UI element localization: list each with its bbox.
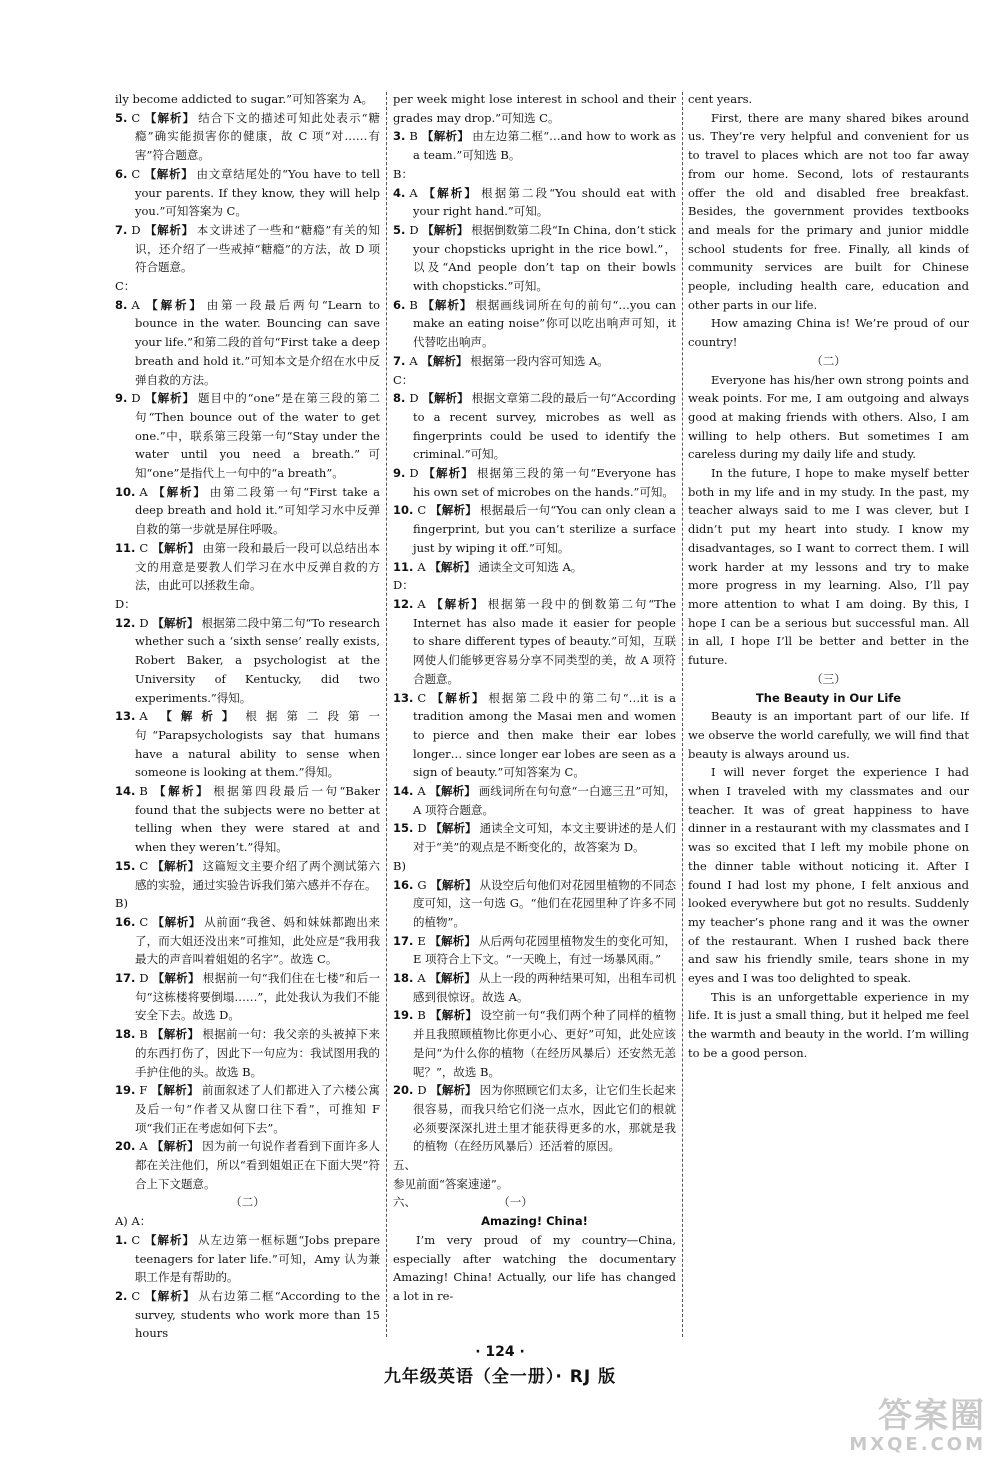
analysis-tag: 【解析】 [430,821,477,836]
item-answer: A [417,971,426,986]
item-answer: E [417,933,426,948]
analysis-tag: 【解析】 [146,297,204,312]
analysis-tag: 【解析】 [144,110,196,125]
item-answer: A [139,484,148,499]
analysis-tag: 【解析】 [430,877,477,892]
answer-item [115,782,380,857]
essay-paragraph: I’m very proud of my country—China, especially after watching the documentary Amazing! China! Actually, our life has changed a lot in re- [393,1232,676,1303]
column-divider-2 [682,92,683,1337]
answer-item [115,296,380,390]
answer-item [393,558,676,577]
analysis-tag: 【解析】 [423,466,474,481]
item-number: 11. [393,559,414,574]
answer-item [115,539,380,595]
item-text: 根据最后一句“You can only clean a fingerprint, but you can’t sterilize a surface just by wiping it off.”可知。 [413,503,676,555]
item-answer: C [139,858,149,873]
item-text: 根据第四段最后一句“Baker found that the subjects were no better at telling when they were stared at and when they weren’t.”得知。 [135,784,380,855]
item-answer: C [417,503,427,518]
answer-item [115,165,380,221]
item-number: 9. [393,466,406,481]
item-text: 由第一段和最后一段可以总结出本文的用意是要教人们学习在水中反弹自救的方法，由此可以拯救生命。 [135,540,380,593]
answer-item [115,1231,380,1287]
item-number: 19. [115,1083,136,1098]
essay-paragraph: How amazing China is! We’re proud of our country! [688,316,969,350]
answer-item [115,483,380,539]
essay-paragraph: In the future, I hope to make myself better both in my life and in my study. In the past, my teacher always said to me I was clever, but I didn’t put my heart into study. I know my disadvantages, so I want to correct them. I will work harder at my lessons and try to make more progress in my learning. Also, I’ll pay more attention to what I am doing. By this, I hope I can be a serious but successful man. All in all, I hope I’ll be better and better in the future. [688,466,969,668]
item-answer: F [139,1083,148,1098]
item-number: 18. [115,1027,136,1042]
item-text: 根据第三段的第一句“Everyone has his own set of microbes on the hands.”可知。 [413,466,676,499]
item-text: 根据第二段中第二句“To research whether such a ‘sixth sense’ really exists, Robert Baker, a psychologist at the University of Kentucky, did two experiments.”得知。 [135,615,380,705]
analysis-tag: 【解析】 [429,559,476,574]
analysis-tag: 【解析】 [160,709,243,724]
item-number: 3. [393,129,406,144]
analysis-tag: 【解析】 [430,1083,477,1098]
section-heading: B) [115,896,128,911]
item-number: 13. [115,709,136,724]
item-number: 9. [115,391,128,406]
section-heading: A) A： [115,1214,152,1229]
column-left [115,90,380,1340]
item-text: 由文章结尾处的“You have to tell your parents. If they know, they will help you.”可知答案为 C。 [135,166,380,219]
item-text: 根据前一句：我父亲的头被掉下来的东西打伤了，因此下一句应为：我试图用我的手护住他的头。故选 B。 [135,1027,380,1079]
analysis-tag: 【解析】 [151,1027,200,1042]
essay-title: The Beauty in Our Life [755,690,902,705]
analysis-tag: 【解析】 [153,484,207,499]
item-text: 根据倒数第二段“In China, don’t stick your chopsticks upright in the rice bowl.”，以及“And people don’t tap on their bowls with chopsticks.”可知。 [413,222,676,294]
answer-item [115,221,380,277]
item-number: 20. [115,1139,136,1154]
item-answer: D [417,821,427,836]
answer-item [393,782,676,819]
analysis-tag: 【解析】 [431,690,486,705]
answer-item [393,1081,676,1156]
section-heading: 参见前面“答案速递”。 [393,1176,509,1191]
analysis-tag: 【解析】 [422,297,473,312]
analysis-tag: 【解析】 [429,1008,478,1023]
item-text: 由第一段最后两句“Learn to bounce in the water. Bouncing can save your life.”和第二段的首句“First take a deep breath and hold it.”可知本文是介绍在水中反弹自救的方法。 [135,297,380,387]
answer-item [393,127,676,164]
item-text: 根据第二段中的第二句“…it is a tradition among the Masai men and women to pierce and then make their ear lobes longer… since longer ear lobes are seen as a sign of beauty.”可知答案为 C。 [413,690,676,780]
item-answer: A [417,559,426,574]
item-text: 画线词所在句句意“一白遮三丑”可知，A 项符合题意。 [413,784,676,817]
item-number: 6. [393,297,406,312]
answer-item [393,932,676,969]
answer-item [115,1287,380,1340]
item-number: 11. [115,540,136,555]
item-number: 8. [115,297,128,312]
watermark-line-1: 答案圈 [878,1396,986,1436]
analysis-tag: 【解析】 [431,596,485,611]
item-text: 这篇短文主要介绍了两个测试第六感的实验，通过实验告诉我们第六感并不存在。 [135,858,380,892]
answer-item [115,857,380,894]
item-number: 7. [393,353,406,368]
item-number: 4. [393,185,406,200]
item-text: 根据第一段内容可知选 A。 [470,353,609,368]
item-number: 18. [393,971,414,986]
answer-item [115,969,380,1025]
item-number: 2. [115,1289,128,1303]
item-answer: C [139,914,149,929]
item-answer: A [409,185,418,200]
answer-item [115,1025,380,1081]
essay-paragraph: Everyone has his/her own strong points and weak points. For me, I am outgoing and always good at making friends with others. Also, I am willing to help others. But sometimes I am careless during my daily life and study. [688,372,969,462]
item-text: 从右边第二框“According to the survey, students who work more than 15 hours [135,1289,380,1340]
essay-paragraph: I will never forget the experience I had when I traveled with my classmates and our teacher. It was of great happiness to have dinner in a restaurant with my classmates and I was so excited that I left my mobile phone on the dinner table without noticing it. After I found I had lost my phone, I felt anxious and looked everywhere but got no results. Suddenly my teacher’s phone rang and it was the owner of the restaurant. When I rushed back there and saw his friendly smile, tears shone in my eyes and I was too delighted to speak. [688,765,969,986]
item-text: 由左边第二框“…and how to work as a team.”可知选 B。 [413,129,676,163]
analysis-tag: 【解析】 [152,615,199,630]
item-answer: D [409,466,419,481]
column-middle [393,90,676,1340]
book-title: 九年级英语（全一册）· RJ 版 [383,1367,617,1387]
item-number: 1. [115,1232,128,1247]
analysis-tag: 【解析】 [144,222,194,237]
item-number: 8. [393,391,406,406]
item-text: 题目中的“one”是在第三段的第二句“Then bounce out of the water to get one.”中，联系第三段第一句“Stay under the water until you need a breath.”可知“one”是指代上一句中的“a breath”。 [135,391,380,481]
answer-item [115,707,380,782]
item-number: 10. [393,503,414,518]
answer-item [393,184,676,221]
section-subtitle: （二） [811,353,846,368]
column-right [688,90,969,1340]
answer-item [115,1137,380,1193]
answer-item [393,689,676,783]
item-answer: B [139,1027,148,1042]
section-heading: B) [393,858,406,873]
item-number: 12. [115,615,136,630]
continued-text: ily become addicted to sugar.”可知答案为 A。 [115,92,374,106]
essay-paragraph: cent years. [688,92,753,106]
item-number: 16. [393,877,414,892]
item-text: 从上一段的两种结果可知，出租车司机感到很惊讶。故选 A。 [413,971,676,1004]
section-heading: D： [115,596,136,611]
section-subtitle: （二） [230,1195,265,1210]
answer-item [115,389,380,483]
analysis-tag: 【解析】 [429,933,476,948]
item-answer: D [139,971,149,986]
item-text: 根据画线词所在句的前句“…you can make an eating noise”你可以吃出响声可知，it 代替吃出响声。 [413,297,676,350]
section-heading [393,1193,676,1212]
item-answer: D [131,391,141,406]
item-text: 设空前一句“我们两个种了同样的植物并且我照顾植物比你更小心、更好”可知，此处应该是问“为什么你的植物（在经历风暴后）还安然无恙呢？”，故选 B。 [413,1008,676,1079]
essay-paragraph: Beauty is an important part of our life. If we observe the world carefully, we will find that beauty is always around us. [688,709,969,761]
answer-item [115,109,380,165]
analysis-tag: 【解析】 [430,503,478,518]
item-answer: A [131,297,140,312]
answer-item [393,464,676,501]
analysis-tag: 【解析】 [144,166,194,181]
answer-item [115,913,380,969]
essay-paragraph: First, there are many shared bikes around us. They’re very helpful and convenient for us to travel to places which are not too far away from our home. Second, lots of restaurants offer the old and disabled free breakfast. Besides, the government provides textbooks and meals for the primary and junior middle school students for free. Finally, all kinds of community services are built for Chinese people, including health care, education and other parts in our life. [688,110,969,312]
item-text: 根据第一段中的倒数第二句“The Internet has also made it easier for people to share different types of beauty.”可知，互联网使人们能够更容易分享不同类型的美，故 A 项符合题意。 [413,596,676,686]
item-answer: C [131,1289,141,1303]
section-subtitle: （三） [811,671,846,686]
analysis-tag: 【解析】 [152,914,202,929]
section-heading: D： [393,578,414,593]
essay-title: Amazing! China! [481,1214,588,1229]
analysis-tag: 【解析】 [144,1232,196,1247]
item-answer: D [417,1083,427,1098]
analysis-tag: 【解析】 [422,222,469,237]
item-answer: A [417,596,426,611]
item-answer: D [409,391,419,406]
item-number: 14. [393,784,414,799]
item-number: 19. [393,1008,414,1023]
essay-paragraph: This is an unforgettable experience in my life. It is just a small thing, but it helped me feel the warmth and beauty in the world. I’m willing to be a good person. [688,989,969,1060]
answer-item [115,614,380,708]
analysis-tag: 【解析】 [429,971,476,986]
section-heading: B： [393,166,413,181]
item-number: 17. [115,971,136,986]
item-answer: C [139,540,149,555]
item-answer: C [131,1232,141,1247]
item-answer: D [139,615,149,630]
analysis-tag: 【解析】 [152,858,200,873]
item-text: 根据第二段“You should eat with your right hand.”可知。 [413,185,676,219]
item-text: 通读全文可知选 A。 [478,559,583,574]
item-text: 本文讲述了一些和“糖瘾”有关的知识，还介绍了一些戒掉“糖瘾”的方法，故 D 项符合题意。 [135,222,380,275]
watermark-line-2: MXQE.COM [849,1434,986,1455]
item-answer: B [409,129,418,144]
answer-item [393,296,676,352]
item-number: 15. [393,821,414,836]
item-number: 13. [393,690,414,705]
item-answer: D [409,222,419,237]
analysis-tag: 【解析】 [422,391,469,406]
item-text: 结合下文的描述可知此处表示“糖瘾”确实能损害你的健康，故 C 项“对……有害”符合题意。 [135,110,380,163]
item-number: 15. [115,858,136,873]
page-number: · 124 · [475,1344,525,1360]
analysis-tag: 【解析】 [421,129,470,144]
item-answer: A [417,784,426,799]
analysis-tag: 【解析】 [151,1139,200,1154]
section-heading: 五、 [393,1158,416,1173]
analysis-tag: 【解析】 [154,784,211,799]
item-number: 5. [115,110,128,125]
analysis-tag: 【解析】 [145,391,195,406]
analysis-tag: 【解析】 [152,971,200,986]
item-number: 14. [115,784,136,799]
item-answer: C [131,110,141,125]
analysis-tag: 【解析】 [151,1083,199,1098]
column-divider-1 [386,92,387,1337]
item-text: 从前面“我爸、妈和妹妹都跑出来了，而大姐还没出来”可推知，此处应是“我用我最大的声音叫着姐姐的名字”。故选 C。 [135,914,380,967]
answer-item [393,969,676,1006]
analysis-tag: 【解析】 [429,784,476,799]
answer-item [115,1081,380,1137]
item-answer: B [417,1008,426,1023]
section-heading: C： [115,279,136,294]
item-number: 17. [393,933,414,948]
analysis-tag: 【解析】 [421,353,468,368]
item-answer: B [139,784,148,799]
item-answer: A [409,353,418,368]
analysis-tag: 【解析】 [145,1289,196,1303]
item-number: 20. [393,1083,414,1098]
item-text: 根据文章第二段的最后一句“According to a recent survey, microbes as well as fingerprints could be used to identify the criminal.”可知。 [413,391,676,462]
analysis-tag: 【解析】 [152,540,200,555]
item-text: 从后两句花园里植物发生的变化可知，E 项符合上下文。“一天晚上，有过一场暴风雨。” [413,933,676,967]
item-answer: C [131,166,141,181]
answer-item [393,595,676,689]
continued-text: per week might lose interest in school and their grades may drop.”可知选 C。 [393,92,676,125]
answer-item [393,819,676,856]
answer-item [393,389,676,464]
answer-item [393,221,676,296]
item-text: 根据第二段第一句“Parapsychologists say that humans have a natural ability to sense when someone is looking at them.”得知。 [135,709,380,780]
item-answer: B [409,297,418,312]
analysis-tag: 【解析】 [423,185,479,200]
section-subtitle: （一） [504,1195,533,1210]
answer-item [393,352,676,371]
watermark-logo [836,1398,986,1460]
section-heading: C： [393,372,414,387]
item-text: 前面叙述了人们都进入了六楼公寓及后一句“作者又从窗口往下看”，可推知 F 项“我们正在考虑如何下去”。 [135,1083,380,1135]
answer-item [393,876,676,932]
item-answer: G [417,877,427,892]
item-number: 6. [115,166,128,181]
item-number: 10. [115,484,136,499]
item-text: 从左边第一框标题“Jobs prepare teenagers for later life.”可知，Amy 认为兼职工作是有帮助的。 [135,1232,380,1285]
item-number: 16. [115,914,136,929]
item-answer: A [139,1139,148,1154]
answer-item [393,501,676,557]
item-text: 通读全文可知，本文主要讲述的是人们对于“美”的观点是不断变化的，故答案为 D。 [413,821,676,855]
item-text: 因为前一句说作者看到下面许多人都在关注他们，所以“看到姐姐正在下面大哭”符合上下文题意。 [135,1139,380,1191]
item-number: 7. [115,222,128,237]
item-answer: A [139,709,148,724]
item-answer: C [417,690,427,705]
item-answer: D [131,222,141,237]
section-label: 六、 [393,1195,416,1210]
answer-item [393,1006,676,1081]
item-text: 因为你照顾它们太多，让它们生长起来很容易，而我只给它们浇一点水，因此它们的根就必须要深深扎进土里才能获得更多的水，那就是我的植物（在经历风暴后）还活着的原因。 [413,1083,676,1154]
item-number: 5. [393,222,406,237]
item-text: 由第二段第一句“First take a deep breath and hold it.”可知学习水中反弹自救的第一步就是屏住呼吸。 [135,484,380,537]
item-text: 根据前一句“我们住在七楼”和后一句“这栋楼将要倒塌……”，此处我认为我们不能安全下去。故选 D。 [135,971,380,1023]
item-number: 12. [393,596,414,611]
item-text: 从设空后句他们对花园里植物的不同态度可知，这一句选 G。“他们在花园里种了许多不同的植物”。 [413,877,676,929]
